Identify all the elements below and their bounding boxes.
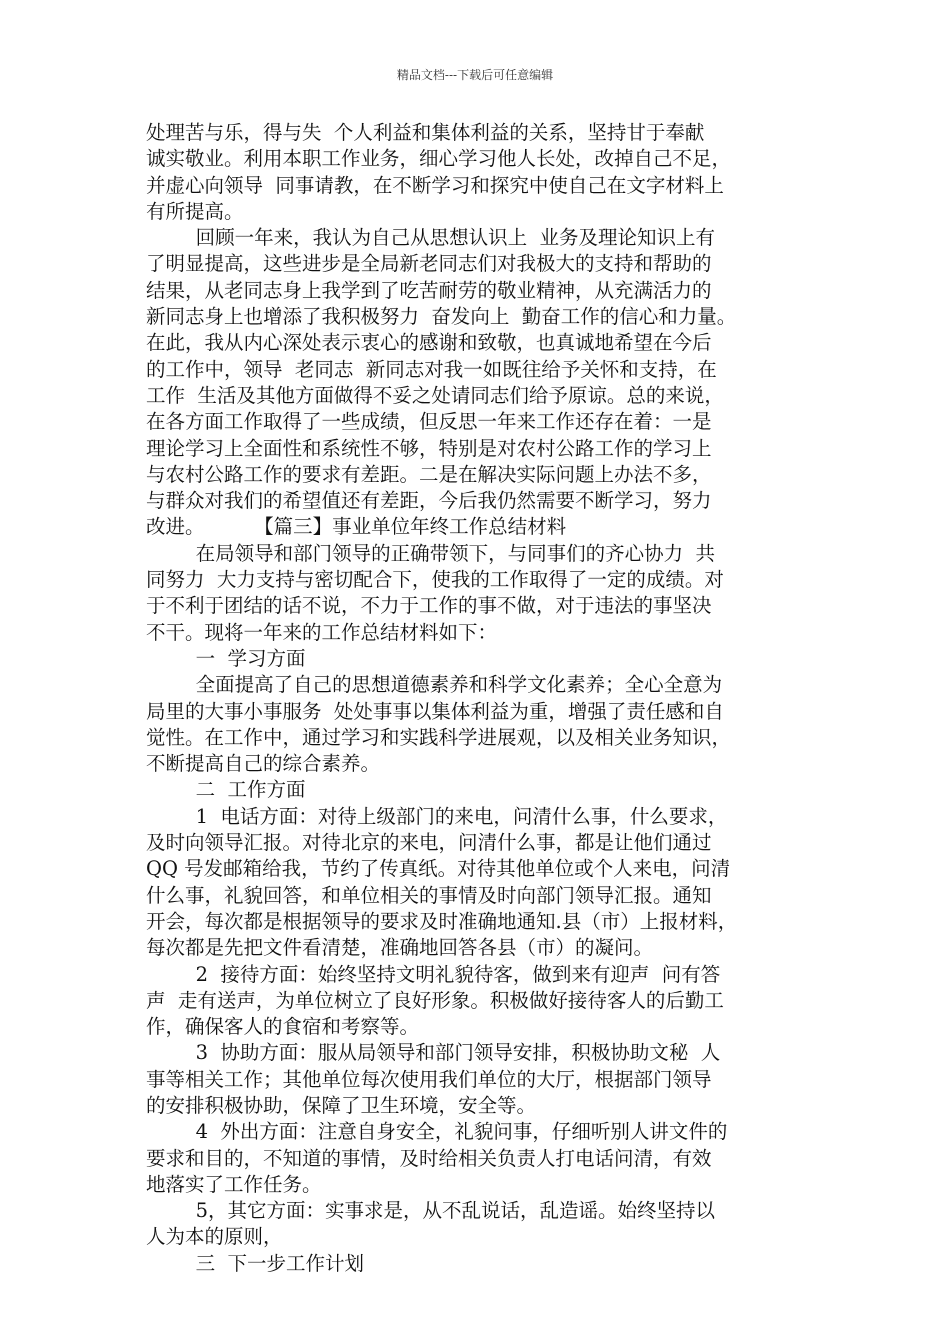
text-line: 的工作中，领导 老同志 新同志对我一如既往给予关怀和支持，在 [146, 357, 717, 381]
text-line: 三 下一步工作计划 [146, 1251, 364, 1275]
text-line: 在此，我从内心深处表示衷心的感谢和致敬，也真诚地希望在今后 [146, 331, 712, 355]
text-line: 觉性。在工作中，通过学习和实践科学进展观，以及相关业务知识， [146, 725, 732, 749]
text-line: 结果，从老同志身上我学到了吃苦耐劳的敬业精神，从充满活力的 [146, 278, 712, 302]
text-line: 一 学习方面 [146, 646, 306, 670]
text-line: 回顾一年来，我认为自己从思想认识上 业务及理论知识上有 [146, 226, 715, 250]
text-line: 新同志身上也增添了我积极努力 奋发向上 勤奋工作的信心和力量。 [146, 305, 737, 329]
text-line: 及时向领导汇报。对待北京的来电，问清什么事，都是让他们通过 [146, 831, 712, 855]
text-line: 1 电话方面：对待上级部门的来电，问清什么事，什么要求， [146, 804, 728, 828]
text-line: 什么事，礼貌回答，和单位相关的事情及时向部门领导汇报。通知 [146, 883, 712, 907]
text-line: 诚实敬业。利用本职工作业务，细心学习他人长处，改掉自己不足， [146, 147, 732, 171]
text-line: 声 走有送声，为单位树立了良好形象。积极做好接待客人的后勤工 [146, 988, 724, 1012]
text-line: 处理苦与乐，得与失 个人利益和集体利益的关系，坚持甘于奉献 [146, 121, 705, 144]
page-header: 精品文档---下载后可任意编辑 [396, 68, 554, 82]
text-line: 二 工作方面 [146, 778, 306, 802]
text-line: 4 外出方面：注意自身安全，礼貌问事，仔细听别人讲文件的 [146, 1120, 728, 1144]
text-line: QQ 号发邮箱给我，节约了传真纸。对待其他单位或个人来电，问清 [146, 857, 731, 881]
document-body [146, 120, 810, 1277]
text-line: 与农村公路工作的要求有差距。二是在解决实际问题上办法不多， [146, 462, 712, 486]
text-line: 地落实了工作任务。 [146, 1172, 322, 1196]
text-line: 工作 生活及其他方面做得不妥之处请同志们给予原谅。总的来说， [146, 383, 724, 407]
text-line: 局里的大事小事服务 处处事事以集体利益为重，增强了责任感和自 [146, 699, 724, 723]
text-line: 事等相关工作；其他单位每次使用我们单位的大厅，根据部门领导 [146, 1067, 712, 1091]
text-line: 并虚心向领导 同事请教，在不断学习和探究中使自己在文字材料上 [146, 173, 724, 197]
text-line: 改进。 【篇三】事业单位年终工作总结材料 [146, 515, 567, 539]
text-line: 在各方面工作取得了一些成绩，但反思一年来工作还存在着：一是 [146, 410, 712, 434]
text-line: 作，确保客人的食宿和考察等。 [146, 1015, 420, 1039]
text-line: 3 协助方面：服从局领导和部门领导安排，积极协助文秘 人 [146, 1041, 721, 1065]
text-line: 人为本的原则， [146, 1225, 283, 1249]
text-line: 5，其它方面：实事求是，从不乱说话，乱造谣。始终坚持以 [146, 1199, 715, 1223]
text-line: 于不利于团结的话不说，不力于工作的事不做，对于违法的事坚决 [146, 594, 712, 618]
text-line: 不干。现将一年来的工作总结材料如下： [146, 620, 498, 644]
text-line: 理论学习上全面性和系统性不够，特别是对农村公路工作的学习上 [146, 436, 712, 460]
text-line: 在局领导和部门领导的正确带领下，与同事们的齐心协力 共 [146, 541, 715, 565]
text-line: 了明显提高，这些进步是全局新老同志们对我极大的支持和帮助的 [146, 252, 712, 276]
text-line: 2 接待方面：始终坚持文明礼貌待客，做到来有迎声 问有答 [146, 962, 721, 986]
text-line: 每次都是先把文件看清楚，准确地回答各县（市）的凝问。 [146, 936, 654, 960]
text-line: 要求和目的，不知道的事情，及时给相关负责人打电话问清，有效 [146, 1146, 712, 1170]
text-line: 有所提高。 [146, 199, 244, 223]
text-line: 不断提高自己的综合素养。 [146, 752, 381, 776]
text-line: 的安排积极协助，保障了卫生环境，安全等。 [146, 1093, 537, 1117]
text-line: 全面提高了自己的思想道德素养和科学文化素养；全心全意为 [146, 673, 723, 697]
text-line: 同努力 大力支持与密切配合下，使我的工作取得了一定的成绩。对 [146, 568, 724, 592]
text-line: 开会，每次都是根据领导的要求及时准确地通知.县（市）上报材料， [146, 909, 738, 933]
text-line: 与群众对我们的希望值还有差距，今后我仍然需要不断学习，努力 [146, 489, 712, 513]
